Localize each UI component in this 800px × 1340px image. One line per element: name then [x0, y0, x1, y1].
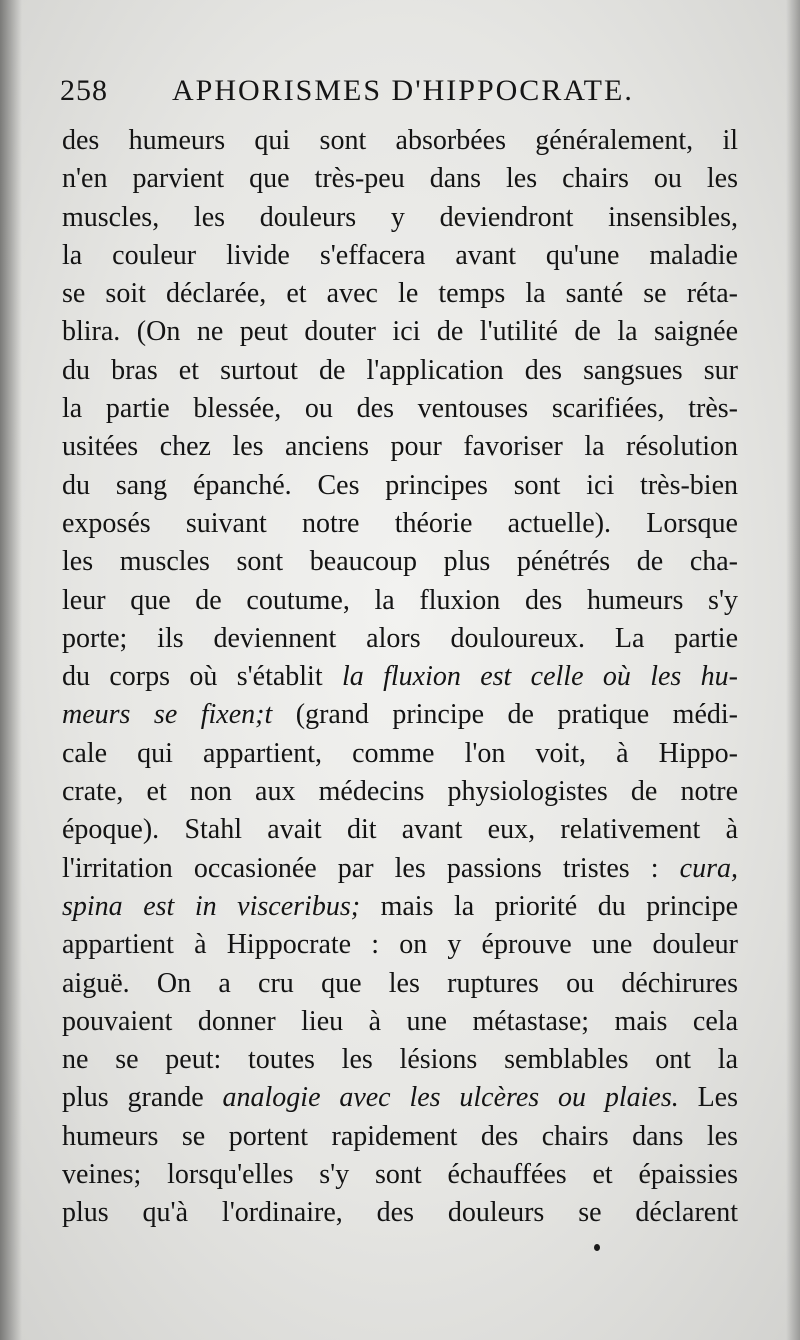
- text-line: [62, 888, 738, 926]
- text-segment: mais la priorité du principe: [360, 890, 738, 922]
- ink-mark: [594, 1244, 600, 1251]
- italic-text: cura,: [679, 852, 738, 884]
- text-line: [62, 1041, 738, 1079]
- italic-text: la fluxion est celle où les hu-: [341, 661, 738, 693]
- text-line: [62, 773, 738, 811]
- text-segment: veines; lorsqu'elles s'y sont échauffées et épaissies: [62, 1159, 738, 1191]
- text-segment: du bras et surtout de l'application des sangsues sur: [62, 354, 738, 386]
- text-segment: plus qu'à l'ordinaire, des douleurs se déclarent: [62, 1197, 738, 1229]
- text-line: [62, 313, 738, 351]
- text-line: [62, 505, 738, 543]
- text-segment: porte; ils deviennent alors douloureux. La partie: [62, 622, 738, 654]
- text-segment: la partie blessée, ou des ventouses scarifiées, très-: [62, 393, 738, 425]
- text-segment: des humeurs qui sont absorbées généralement, il: [62, 125, 738, 156]
- text-line: [62, 1156, 738, 1194]
- text-segment: exposés suivant notre théorie actuelle). Lorsque: [62, 507, 738, 539]
- text-segment: les muscles sont beaucoup plus pénétrés de cha-: [62, 546, 738, 578]
- text-line: [62, 850, 738, 888]
- text-segment: plus grande: [62, 1082, 223, 1114]
- text-line: [62, 582, 738, 620]
- italic-text: spina est in visceribus;: [62, 890, 361, 922]
- text-segment: n'en parvient que très-peu dans les chairs ou les: [62, 163, 738, 195]
- text-segment: crate, et non aux médecins physiologistes de notre: [62, 776, 738, 808]
- text-segment: ne se peut: toutes les lésions semblables ont la: [62, 1044, 738, 1076]
- text-segment: muscles, les douleurs y deviendront insensibles,: [62, 201, 738, 233]
- text-line: [62, 199, 738, 237]
- text-line: [62, 696, 738, 734]
- text-segment: cale qui appartient, comme l'on voit, à Hippo-: [62, 737, 738, 769]
- text-line: [62, 237, 738, 275]
- text-line: [62, 620, 738, 658]
- text-line: [62, 1194, 738, 1232]
- text-line: [62, 352, 738, 390]
- italic-text: analogie avec les ulcères ou plaies.: [222, 1082, 679, 1114]
- text-line: [62, 735, 738, 773]
- text-line: [62, 122, 738, 160]
- text-line: [62, 428, 738, 466]
- text-segment: usitées chez les anciens pour favoriser la résolution: [62, 431, 738, 463]
- text-line: [62, 658, 738, 696]
- body-text: [62, 122, 738, 1233]
- text-segment: Les: [678, 1082, 738, 1114]
- text-segment: blira. (On ne peut douter ici de l'utilité de la saignée: [62, 316, 738, 348]
- text-segment: aiguë. On a cru que les ruptures ou déchirures: [62, 967, 738, 999]
- text-segment: époque). Stahl avait dit avant eux, relativement à: [62, 814, 738, 846]
- text-segment: du corps où s'établit: [62, 661, 342, 693]
- running-header: [60, 74, 740, 110]
- text-line: [62, 275, 738, 313]
- text-line: [62, 1079, 738, 1117]
- page-number: 258: [60, 74, 108, 107]
- text-line: [62, 160, 738, 198]
- running-title: APHORISMES D'HIPPOCRATE.: [172, 74, 634, 107]
- italic-text: meurs se fixen;t: [62, 699, 273, 731]
- text-segment: appartient à Hippocrate : on y éprouve une douleur: [62, 929, 738, 961]
- text-segment: humeurs se portent rapidement des chairs dans les: [62, 1120, 738, 1152]
- text-segment: se soit déclarée, et avec le temps la santé se réta-: [62, 278, 738, 310]
- text-line: [62, 965, 738, 1003]
- text-line: [62, 390, 738, 428]
- text-segment: (grand principe de pratique médi-: [272, 699, 738, 731]
- text-segment: leur que de coutume, la fluxion des humeurs s'y: [62, 584, 738, 616]
- text-line: [62, 543, 738, 581]
- page-shadow-right: [786, 0, 800, 1340]
- text-line: [62, 811, 738, 849]
- text-segment: la couleur livide s'effacera avant qu'une maladie: [62, 239, 738, 271]
- text-line: [62, 467, 738, 505]
- text-line: [62, 926, 738, 964]
- text-line: [62, 1003, 738, 1041]
- text-segment: l'irritation occasionée par les passions tristes :: [62, 852, 680, 884]
- page-shadow-left: [0, 0, 22, 1340]
- text-segment: pouvaient donner lieu à une métastase; mais cela: [62, 1005, 738, 1037]
- text-segment: du sang épanché. Ces principes sont ici très-bien: [62, 469, 738, 501]
- text-line: [62, 1118, 738, 1156]
